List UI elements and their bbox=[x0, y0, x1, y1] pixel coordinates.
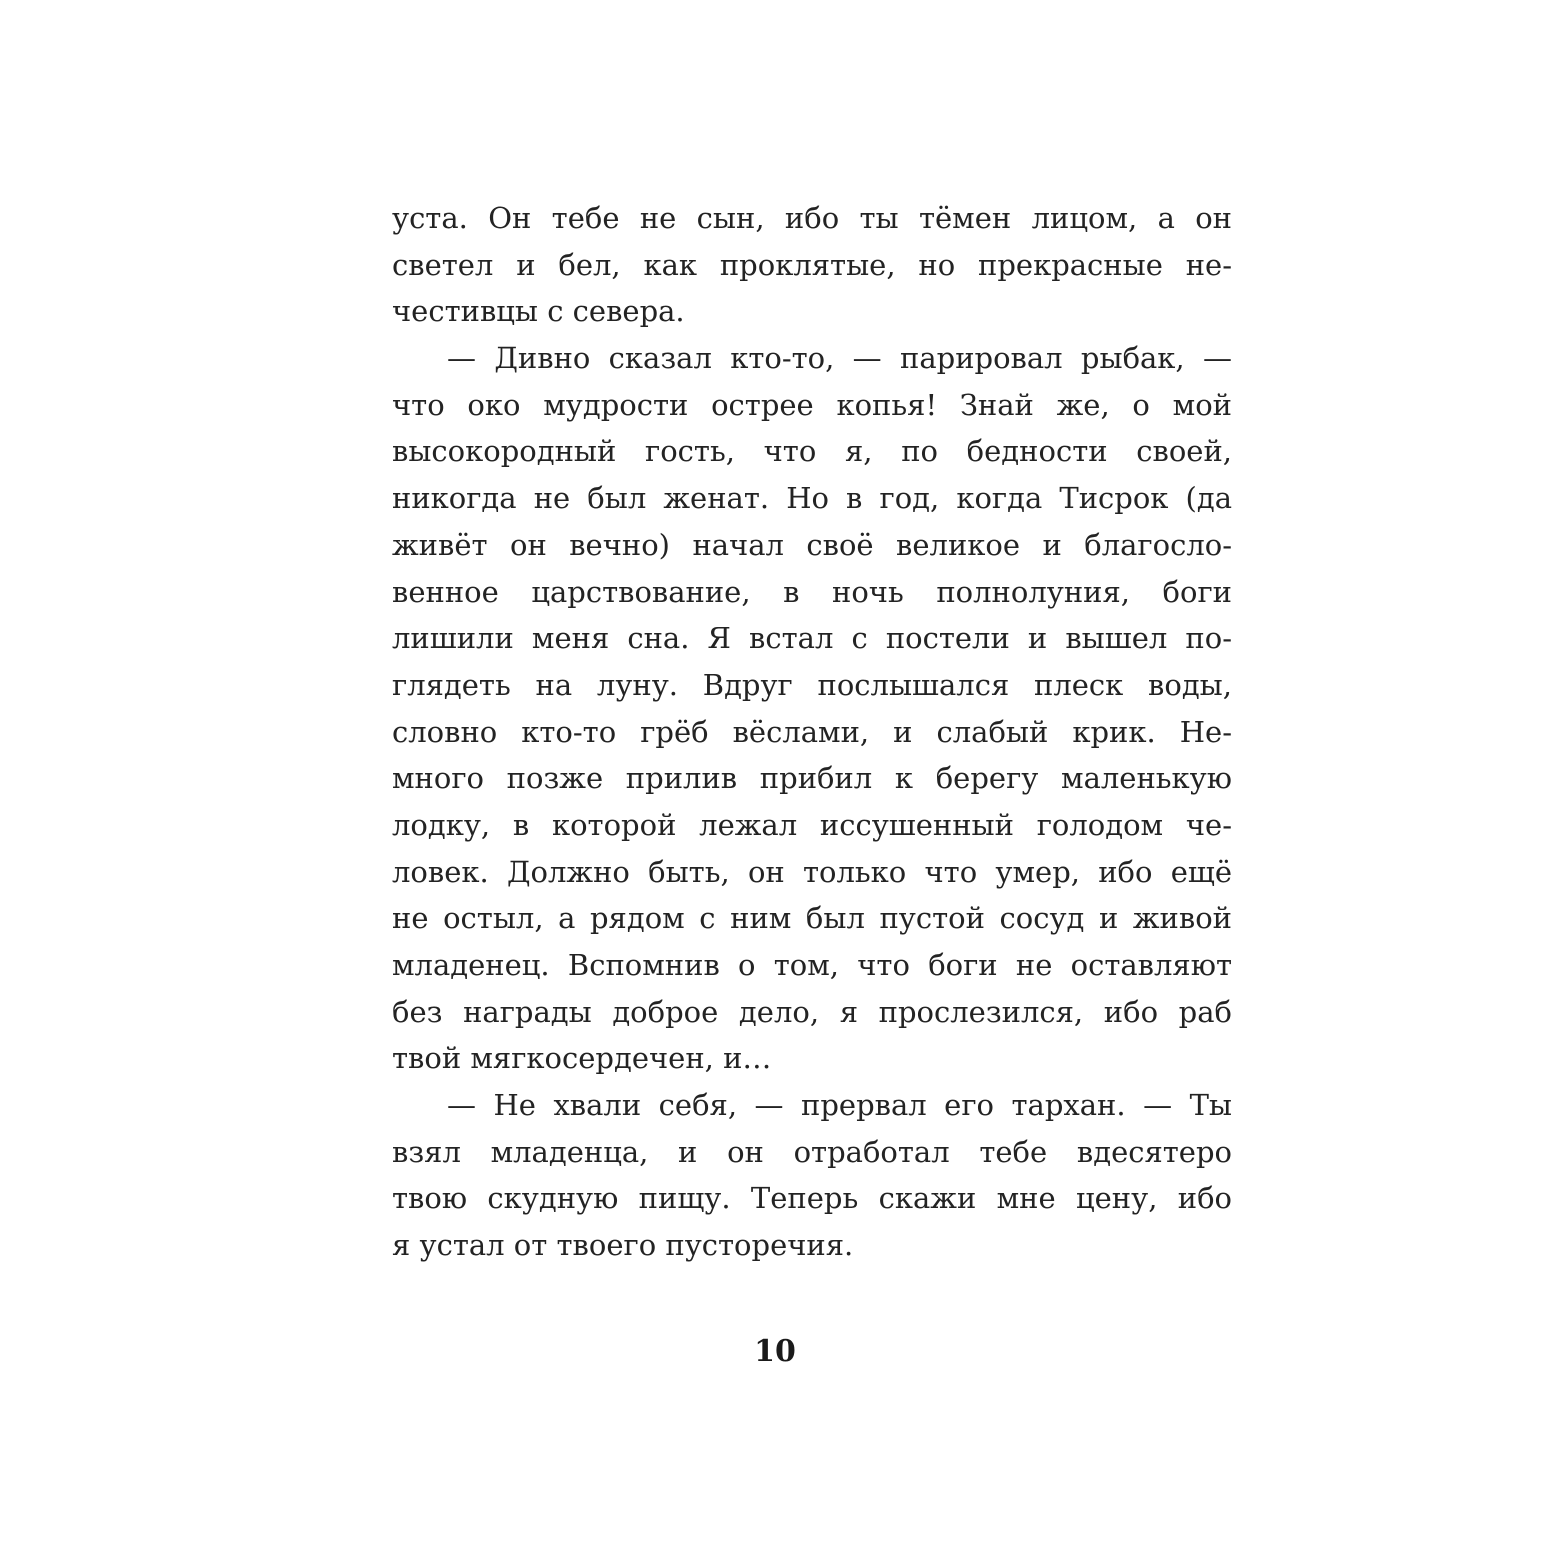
text-line-6: высокородный гость, что я, по бедности своей, bbox=[392, 434, 1232, 469]
text-line-16: не остыл, а рядом с ним был пустой сосуд и живой bbox=[392, 901, 1232, 936]
page-number: 10 bbox=[754, 1334, 796, 1369]
text-line-15: ловек. Должно быть, он только что умер, ибо ещё bbox=[392, 854, 1232, 889]
text-line-12: словно кто-то грёб вёслами, и слабый крик. Не- bbox=[392, 714, 1232, 749]
text-line-8: живёт он вечно) начал своё великое и благосло- bbox=[392, 527, 1232, 562]
text-line-17: младенец. Вспомнив о том, что боги не оставляют bbox=[392, 948, 1232, 982]
text-line-9: венное царствование, в ночь полнолуния, боги bbox=[392, 574, 1232, 609]
text-line-4: — Дивно сказал кто-то, — парировал рыбак, — bbox=[447, 341, 1232, 376]
text-line-21: взял младенца, и он отработал тебе вдесятеро bbox=[392, 1134, 1232, 1169]
body-text bbox=[392, 195, 1232, 1269]
text-line-1: уста. Он тебе не сын, ибо ты тёмен лицом, а он bbox=[392, 201, 1232, 235]
text-line-11: глядеть на луну. Вдруг послышался плеск воды, bbox=[392, 667, 1232, 702]
text-line-13: много позже прилив прибил к берегу маленькую bbox=[392, 761, 1232, 796]
text-line-20: — Не хвали себя, — прервал его тархан. — Ты bbox=[447, 1088, 1232, 1123]
text-line-7: никогда не был женат. Но в год, когда Тисрок (да bbox=[392, 481, 1232, 516]
text-line-19: твой мягкосердечен, и… bbox=[392, 1041, 772, 1076]
text-line-23: я устал от твоего пусторечия. bbox=[392, 1228, 854, 1263]
text-line-5: что око мудрости острее копья! Знай же, о мой bbox=[392, 387, 1232, 422]
text-line-18: без награды доброе дело, я прослезился, ибо раб bbox=[392, 994, 1232, 1029]
text-line-2: светел и бел, как проклятые, но прекрасные не- bbox=[392, 247, 1232, 282]
text-line-22: твою скудную пищу. Теперь скажи мне цену, ибо bbox=[392, 1181, 1232, 1216]
text-line-10: лишили меня сна. Я встал с постели и вышел по- bbox=[392, 621, 1232, 656]
text-line-14: лодку, в которой лежал иссушенный голодом че- bbox=[392, 807, 1232, 842]
text-line-3: честивцы с севера. bbox=[392, 294, 685, 329]
